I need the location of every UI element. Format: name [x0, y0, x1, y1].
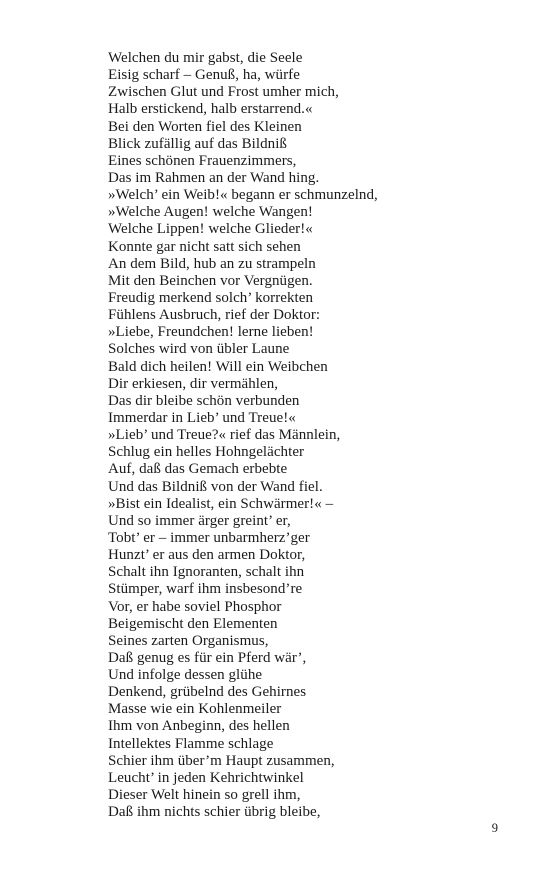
poem-line: Mit den Beinchen vor Vergnügen.: [108, 272, 313, 289]
poem-line: »Bist ein Idealist, ein Schwärmer!« –: [108, 495, 334, 512]
poem-line: Masse wie ein Kohlenmeiler: [108, 701, 282, 718]
poem-line: Blick zufällig auf das Bildniß: [108, 135, 287, 152]
poem-line: Halb erstickend, halb erstarrend.«: [108, 101, 313, 118]
poem-line: Schier ihm über’m Haupt zusammen,: [108, 752, 335, 769]
poem-line: Dir erkiesen, dir vermählen,: [108, 375, 279, 392]
poem-text: [108, 50, 508, 821]
poem-line: Und infolge dessen glühe: [108, 667, 263, 684]
poem-line: Eines schönen Frauenzimmers,: [108, 152, 297, 169]
poem-line: Seines zarten Organismus,: [108, 632, 269, 649]
poem-line: Konnte gar nicht satt sich sehen: [108, 238, 301, 255]
poem-line: Das im Rahmen an der Wand hing.: [108, 169, 320, 186]
poem-line: Und das Bildniß von der Wand fiel.: [108, 478, 323, 495]
poem-line: Solches wird von übler Laune: [108, 341, 290, 358]
poem-line: Welche Lippen! welche Glieder!«: [108, 221, 313, 238]
page-number: 9: [491, 821, 498, 835]
poem-line: Freudig merkend solch’ korrekten: [108, 289, 314, 306]
poem-line: Das dir bleibe schön verbunden: [108, 392, 300, 409]
poem-line: »Lieb’ und Treue?« rief das Männlein,: [108, 427, 341, 444]
poem-line: Hunzt’ er aus den armen Doktor,: [108, 547, 306, 564]
poem-line: Intellektes Flamme schlage: [108, 735, 274, 752]
poem-line: Zwischen Glut und Frost umher mich,: [108, 84, 339, 101]
poem-line: An dem Bild, hub an zu strampeln: [108, 255, 316, 272]
poem-line: Stümper, warf ihm insbesond’re: [108, 581, 303, 598]
poem-line: Bei den Worten fiel des Kleinen: [108, 118, 302, 135]
poem-line: »Welch’ ein Weib!« begann er schmunzelnd,: [108, 187, 378, 204]
poem-line: Beigemischt den Elementen: [108, 615, 278, 632]
poem-line: Auf, daß das Gemach erbebte: [108, 461, 288, 478]
poem-line: Dieser Welt hinein so grell ihm,: [108, 787, 301, 804]
poem-line: Schlug ein helles Hohngelächter: [108, 444, 305, 461]
poem-line: Vor, er habe soviel Phosphor: [108, 598, 282, 615]
poem-line: Daß genug es für ein Pferd wär’,: [108, 649, 307, 666]
poem-line: Daß ihm nichts schier übrig bleibe,: [108, 804, 321, 821]
poem-line: Und so immer ärger greint’ er,: [108, 512, 291, 529]
poem-line: Leucht’ in jeden Kehrichtwinkel: [108, 769, 304, 786]
poem-line: Immerdar in Lieb’ und Treue!«: [108, 409, 296, 426]
poem-line: Welchen du mir gabst, die Seele: [108, 50, 303, 66]
poem-line: »Welche Augen! welche Wangen!: [108, 204, 313, 221]
poem-line: Bald dich heilen! Will ein Weibchen: [108, 358, 328, 375]
poem-line: Tobt’ er – immer unbarmherz’ger: [108, 529, 310, 546]
poem-line: Ihm von Anbeginn, des hellen: [108, 718, 290, 735]
poem-line: »Liebe, Freundchen! lerne lieben!: [108, 324, 314, 341]
poem-line: Fühlens Ausbruch, rief der Doktor:: [108, 307, 321, 324]
poem-line: Denkend, grübelnd des Gehirnes: [108, 684, 307, 701]
poem-line: Eisig scharf – Genuß, ha, würfe: [108, 67, 300, 84]
poem-line: Schalt ihn Ignoranten, schalt ihn: [108, 564, 305, 581]
